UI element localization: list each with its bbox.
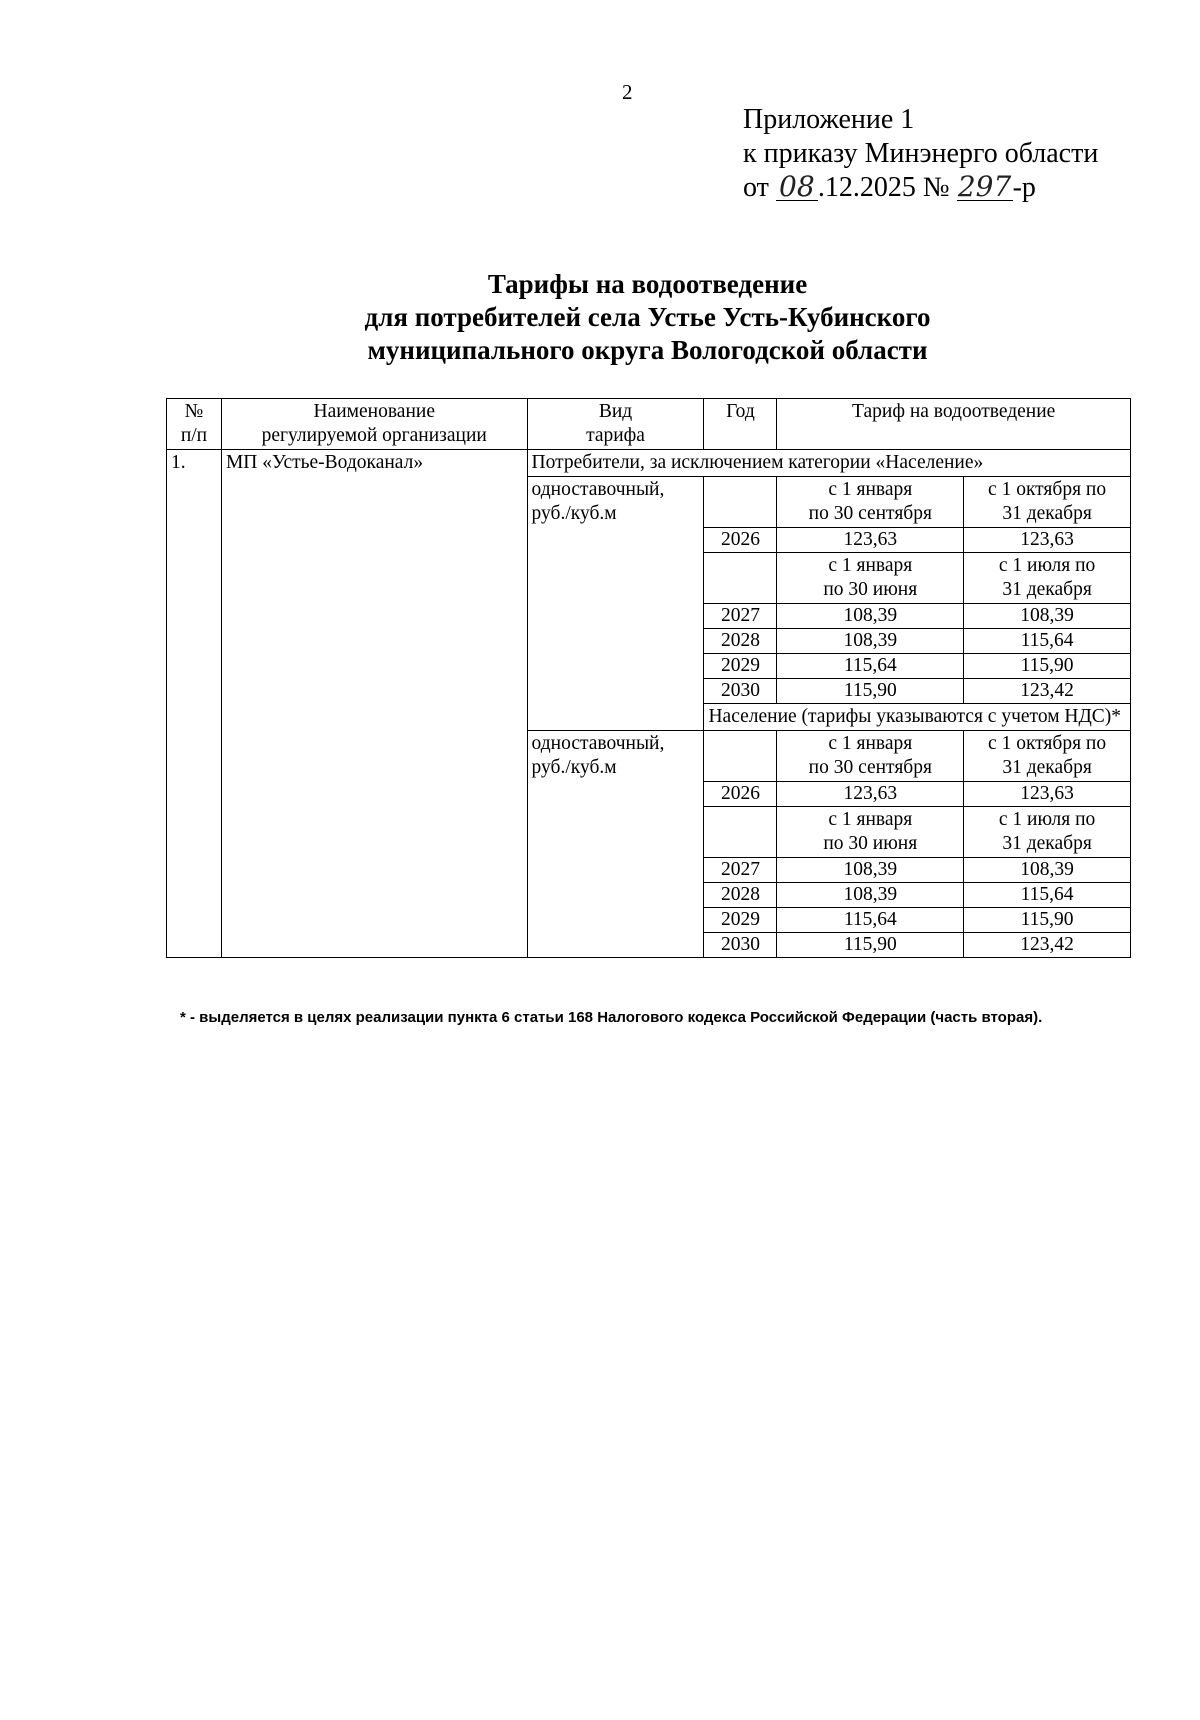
tariff-value: 123,42 (964, 679, 1131, 704)
title-line-3: муниципального округа Вологодской области (367, 335, 928, 365)
tariff-value: 123,63 (777, 782, 964, 807)
date-prefix: от (743, 172, 769, 203)
tariff-value: 108,39 (777, 629, 964, 654)
page-number: 2 (622, 80, 633, 104)
row-number: 1. (167, 450, 222, 958)
year-empty-cell (704, 477, 777, 528)
year-cell: 2029 (704, 908, 777, 933)
year-empty-cell (704, 553, 777, 604)
period-header: с 1 октября по 31 декабря (964, 477, 1131, 528)
tariff-value: 115,90 (964, 654, 1131, 679)
period-header: с 1 июля по 31 декабря (964, 807, 1131, 858)
tariff-value: 115,64 (777, 654, 964, 679)
header-tariff: Тариф на водоотведение (777, 399, 1131, 450)
tariff-value: 123,42 (964, 933, 1131, 958)
period-header: с 1 октября по 31 декабря (964, 731, 1131, 782)
header-year: Год (704, 399, 777, 450)
year-cell: 2026 (704, 782, 777, 807)
year-cell: 2028 (704, 629, 777, 654)
tariff-value: 115,64 (964, 629, 1131, 654)
tariff-value: 123,63 (964, 782, 1131, 807)
tariff-table (166, 398, 1131, 958)
organization-name: МП «Устье-Водоканал» (221, 450, 527, 958)
category-population: Население (тарифы указываются с учетом НДС)* (704, 704, 1131, 731)
header-organization: Наименование регулируемой организации (221, 399, 527, 450)
tariff-value: 123,63 (964, 528, 1131, 553)
period-header: с 1 января по 30 сентября (777, 477, 964, 528)
appendix-order-reference: к приказу Минэнерго области (743, 138, 1099, 169)
tariff-value: 115,90 (777, 679, 964, 704)
appendix-title: Приложение 1 (743, 104, 915, 135)
title-line-1: Тарифы на водоотведение (487, 269, 808, 299)
year-cell: 2030 (704, 679, 777, 704)
footnote: * - выделяется в целях реализации пункта 6 статьи 168 Налогового кодекса Российской Федерации (часть вторая). (180, 1009, 1043, 1026)
tariff-value: 115,64 (777, 908, 964, 933)
year-cell: 2027 (704, 604, 777, 629)
year-cell: 2029 (704, 654, 777, 679)
handwritten-day: 08 (776, 174, 818, 201)
date-rest: .12.2025 № (817, 172, 950, 203)
tariff-value: 108,39 (777, 604, 964, 629)
tariff-value: 115,90 (777, 933, 964, 958)
category-consumers: Потребители, за исключением категории «Население» (527, 450, 1130, 477)
period-header: с 1 января по 30 сентября (777, 731, 964, 782)
tariff-value: 108,39 (777, 858, 964, 883)
appendix-block (743, 103, 1098, 205)
year-cell: 2027 (704, 858, 777, 883)
header-tariff-type: Вид тарифа (527, 399, 704, 450)
tariff-value: 115,64 (964, 883, 1131, 908)
year-cell: 2028 (704, 883, 777, 908)
tariff-value: 123,63 (777, 528, 964, 553)
table-row (167, 450, 1131, 477)
year-cell: 2030 (704, 933, 777, 958)
order-suffix: -р (1012, 172, 1036, 203)
tariff-value: 108,39 (777, 883, 964, 908)
tariff-value: 115,90 (964, 908, 1131, 933)
period-header: с 1 января по 30 июня (777, 807, 964, 858)
tariff-type-cell: одноставочный, руб./куб.м (527, 477, 704, 731)
handwritten-order-number: 297 (957, 170, 1012, 203)
period-header: с 1 июля по 31 декабря (964, 553, 1131, 604)
title-line-2: для потребителей села Устье Усть-Кубинского (364, 302, 931, 332)
header-number: № п/п (167, 399, 222, 450)
tariff-value: 108,39 (964, 858, 1131, 883)
document-title (160, 268, 1135, 367)
appendix-date-line (743, 171, 1098, 205)
year-empty-cell (704, 731, 777, 782)
period-header: с 1 января по 30 июня (777, 553, 964, 604)
year-empty-cell (704, 807, 777, 858)
tariff-value: 108,39 (964, 604, 1131, 629)
year-cell: 2026 (704, 528, 777, 553)
tariff-type-cell: одноставочный, руб./куб.м (527, 731, 704, 958)
table-header-row (167, 399, 1131, 450)
